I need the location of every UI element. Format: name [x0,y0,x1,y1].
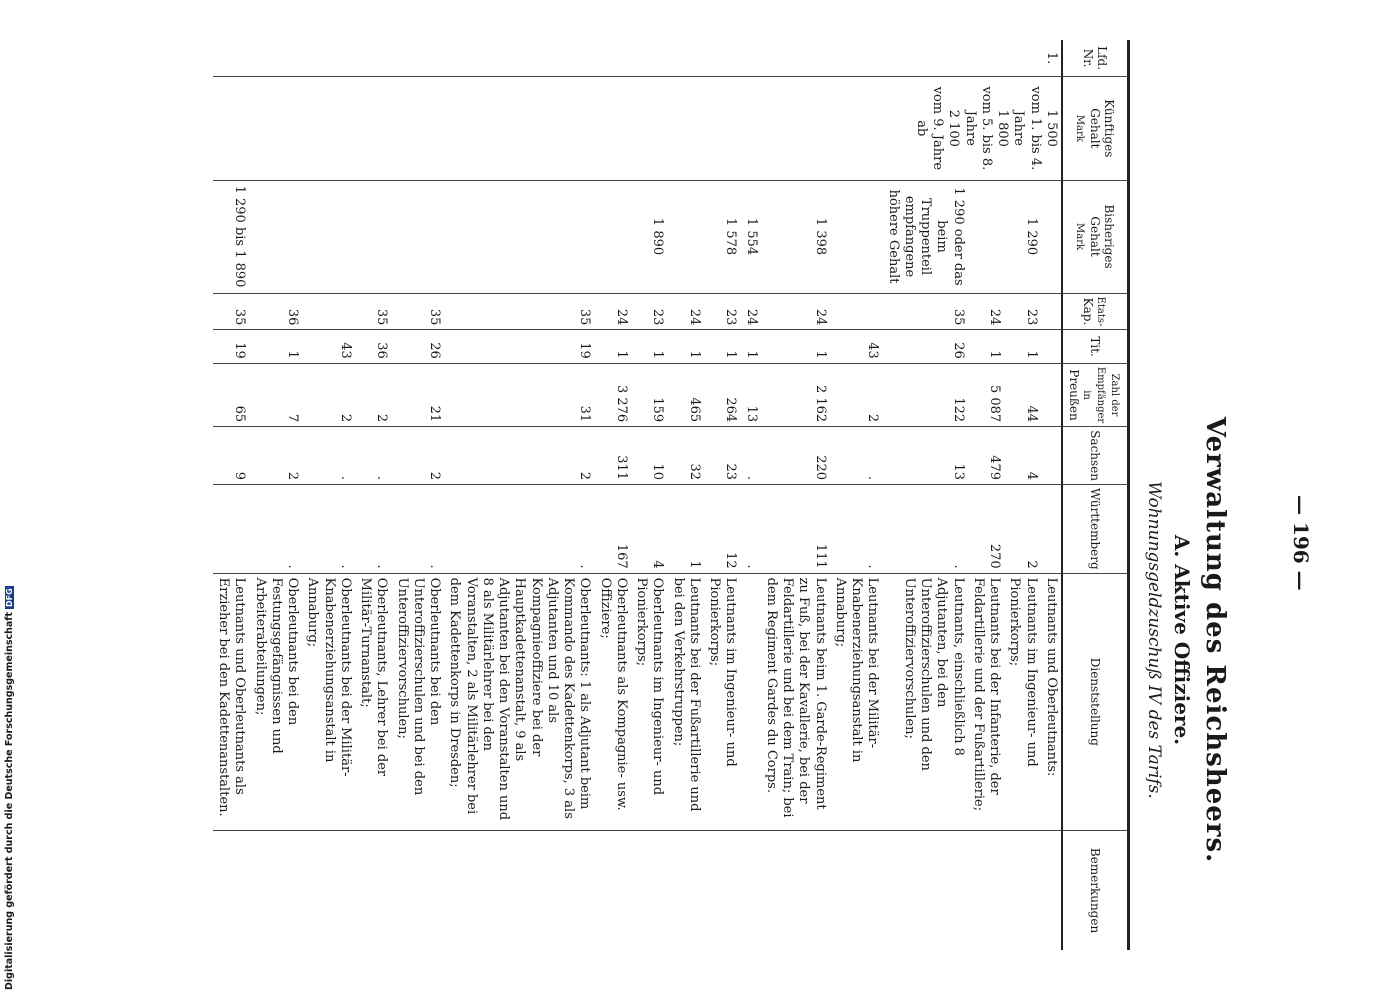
preussen-cell: 159 [631,363,668,426]
sachsen-cell: 4 [1004,427,1041,485]
wuerttemberg-cell: . [355,485,392,574]
bemerkungen-cell [392,831,445,950]
tit-cell: 1 [1004,330,1041,363]
dienststellung-cell: Leutnants beim 1. Garde-Regiment zu Fuß, bei der Kavallerie, bei der Feldartillerie und bei dem Train; bei dem Regiment Gardes du Corps. [761,573,830,830]
dienststellung-cell: Leutnants, einschließlich 8 Adjutanten, bei den Unteroffizierschulen und den Unteroffiziervorschulen; [883,573,968,830]
lfd-cell [595,40,632,77]
wuerttemberg-cell: . [883,485,968,574]
tit-cell: 26 [392,330,445,363]
bisheriges-cell [968,180,1005,293]
kap-cell: 35 [392,293,445,330]
header-kap: Etats- Kap. [1062,293,1129,330]
bisheriges-cell [830,180,883,293]
preussen-cell: 2 [830,363,883,426]
dienststellung-cell: Leutnants bei der Militär-Knabenerziehungsanstalt in Annaburg; [830,573,883,830]
sachsen-cell: 2 [250,427,303,485]
header-wuerttemberg: Württemberg [1062,485,1129,574]
lfd-cell [355,40,392,77]
document-sheet [70,40,1290,950]
wuerttemberg-cell: 167 [595,485,632,574]
header-bisheriges: Bisheriges Gehalt Mark [1062,180,1129,293]
bisheriges-cell: 1 398 [761,180,830,293]
bemerkungen-cell [1004,831,1041,950]
header-lfd: Lfd. Nr. [1062,40,1129,77]
bisheriges-cell: 1 290 oder das beim Truppenteil empfangene höhere Gehalt [883,180,968,293]
dienststellung-cell: Oberleutnants, Lehrer bei der Militär-Turnanstalt; [355,573,392,830]
bemerkungen-cell [213,831,250,950]
header-preussen: Zahl der Empfänger in Preußen [1062,363,1129,426]
dienststellung-cell: Leutnants bei der Infanterie, der Feldartillerie und der Fußartillerie; [968,573,1005,830]
table-row-section [1041,40,1062,950]
wuerttemberg-cell: . [444,485,594,574]
tit-cell: 1 [595,330,632,363]
preussen-cell: 122 [883,363,968,426]
table-body [213,40,1062,950]
dienststellung-cell [741,573,761,830]
dienststellung-cell: Oberleutnants bei der Militär-Knabenerziehungsanstalt in Annaburg; [302,573,355,830]
lfd-cell [830,40,883,77]
lfd-cell [968,40,1005,77]
bisheriges-cell [302,180,355,293]
sachsen-cell: 23 [704,427,741,485]
bemerkungen-cell [968,831,1005,950]
tit-cell: 1 [631,330,668,363]
lfd-cell [444,40,594,77]
tit-cell: 26 [883,330,968,363]
bisheriges-cell [668,180,705,293]
kap-cell: 23 [1004,293,1041,330]
kap-cell [302,293,355,330]
sachsen-cell: 9 [213,427,250,485]
kuenftiges-line: 1 800 [995,109,1011,147]
dienststellung-cell: Oberleutnants als Kompagnie- usw. Offiziere; [595,573,632,830]
preussen-cell: 264 [704,363,741,426]
tit-cell: 1 [968,330,1005,363]
bisheriges-cell: 1 578 [704,180,741,293]
dienststellung-cell: Oberleutnants bei den Unteroffizierschulen und bei den Unteroffiziervorschulen; [392,573,445,830]
sachsen-cell: 2 [444,427,594,485]
dienststellung-cell: Oberleutnants bei den Festungsgefängnissen und Arbeiterabteilungen; [250,573,303,830]
kap-cell: 35 [444,293,594,330]
kap-cell: 24 [761,293,830,330]
bisheriges-cell: 1 290 [1004,180,1041,293]
bisheriges-cell [250,180,303,293]
lfd-cell [302,40,355,77]
bemerkungen-cell [883,831,968,950]
preussen-cell: 2 [302,363,355,426]
tit-cell: 1 [704,330,741,363]
kuenftiges-line: 2 100 [946,109,962,147]
page-subsubtitle: Wohnungsgeldzuschuß IV des Tarifs. [1144,481,1164,799]
bisheriges-cell [392,180,445,293]
header-kuenftiges: Künftiges Gehalt Mark [1062,77,1129,180]
tit-cell: 19 [444,330,594,363]
bemerkungen-cell [595,831,632,950]
preussen-cell: 465 [668,363,705,426]
wuerttemberg-cell: . [741,485,761,574]
sachsen-cell: 10 [631,427,668,485]
bemerkungen-cell [761,831,830,950]
kap-cell: 24 [668,293,705,330]
lfd-cell [668,40,705,77]
preussen-cell: 2 [355,363,392,426]
bisheriges-cell: 1 290 bis 1 890 [213,180,250,293]
kap-cell: 35 [213,293,250,330]
tit-cell: 43 [302,330,355,363]
preussen-cell: 65 [213,363,250,426]
kuenftiges-cell [213,77,1062,180]
wuerttemberg-cell: . [302,485,355,574]
preussen-cell: 3 276 [595,363,632,426]
preussen-cell: 13 [741,363,761,426]
sachsen-cell: 311 [595,427,632,485]
sachsen-cell: . [741,427,761,485]
lfd-cell [741,40,761,77]
sachsen-cell: 2 [392,427,445,485]
page-title: Verwaltung des Reichsheers. [1200,416,1230,864]
kap-cell: 36 [250,293,303,330]
lfd-cell [631,40,668,77]
sachsen-cell: 220 [761,427,830,485]
wuerttemberg-cell: 270 [968,485,1005,574]
kuenftiges-line: vom 9. Jahre ab [914,86,946,171]
tit-cell: 1 [250,330,303,363]
lfd-cell [761,40,830,77]
preussen-cell: 21 [392,363,445,426]
lfd-cell [704,40,741,77]
bemerkungen-cell [250,831,303,950]
wuerttemberg-cell: 1 [668,485,705,574]
sachsen-cell: . [302,427,355,485]
wuerttemberg-cell: 111 [761,485,830,574]
wuerttemberg-cell: . [250,485,303,574]
salary-table [213,40,1130,950]
wuerttemberg-cell: 4 [631,485,668,574]
bisheriges-cell [444,180,594,293]
header-dienststellung: Dienststellung [1062,573,1129,830]
tit-cell: 1 [668,330,705,363]
wuerttemberg-cell: 12 [704,485,741,574]
bisheriges-cell: 1 890 [631,180,668,293]
dienststellung-cell: Oberleutnants: 1 als Adjutant beim Kommando des Kadettenkorps, 3 als Adjutanten und 10 als Kompagnieoffiziere bei der Hauptkadettenanstalt, 9 als Adjutanten bei den Voranstalten und 8 als Militärlehrer bei den Voranstalten, 2 als Militärlehrer bei dem Kadettenkorps in Dresden; [444,573,594,830]
tit-cell: 43 [830,330,883,363]
header-sachsen: Sachsen [1062,427,1129,485]
sideline [4,60,18,990]
kap-cell: 24 [595,293,632,330]
kap-cell [830,293,883,330]
sideline-text: Digitalisierung gefördert durch die Deutsche ForschungsgemeinschaftDFG [4,588,15,990]
dfg-logo: DFG [5,588,14,608]
bisheriges-cell: 1 554 [741,180,761,293]
preussen-cell: 31 [444,363,594,426]
kap-cell: 23 [631,293,668,330]
kap-cell: 24 [741,293,761,330]
page-number: — 196 — [1289,495,1313,591]
tit-cell: 19 [213,330,250,363]
tit-cell: 36 [355,330,392,363]
kap-cell: 35 [355,293,392,330]
bemerkungen-cell [355,831,392,950]
dienststellung-cell: Leutnants im Ingenieur- und Pionierkorps; [1004,573,1041,830]
bemerkungen-cell [444,831,594,950]
wuerttemberg-cell: . [830,485,883,574]
sachsen-cell: 32 [668,427,705,485]
lfd-cell: 1. [1041,40,1062,77]
lfd-cell [1004,40,1041,77]
kap-cell: 23 [704,293,741,330]
wuerttemberg-cell: . [392,485,445,574]
dienststellung-cell: Leutnants und Oberleutnants als Erzieher bei den Kadettenanstalten. [213,573,250,830]
sachsen-cell: . [355,427,392,485]
page-subtitle: A. Aktive Offiziere. [1170,534,1194,746]
wuerttemberg-cell [213,485,250,574]
dienststellung-cell: Leutnants bei der Fußartillerie und bei den Verkehrstruppen; [668,573,705,830]
title-block [1144,320,1230,960]
bemerkungen-cell [741,831,761,950]
bemerkungen-cell [704,831,741,950]
bisheriges-cell [355,180,392,293]
sachsen-cell: 479 [968,427,1005,485]
kuenftiges-line: vom 5. bis 8. Jahre [962,86,994,171]
bemerkungen-cell [631,831,668,950]
preussen-cell: 44 [1004,363,1041,426]
sachsen-cell: 13 [883,427,968,485]
lfd-cell [213,40,250,77]
bemerkungen-cell [830,831,883,950]
lfd-cell [883,40,968,77]
section-label: Leutnants und Oberleutnants: [1041,573,1062,830]
wuerttemberg-cell: 2 [1004,485,1041,574]
header-bemerkungen: Bemerkungen [1062,831,1129,950]
tit-cell: 1 [761,330,830,363]
preussen-cell: 5 087 [968,363,1005,426]
preussen-cell: 2 162 [761,363,830,426]
tit-cell: 1 [741,330,761,363]
kap-cell: 35 [883,293,968,330]
header-tit: Tit. [1062,330,1129,363]
kuenftiges-line: vom 1. bis 4. Jahre [1011,86,1043,171]
lfd-cell [250,40,303,77]
sachsen-cell: . [830,427,883,485]
bemerkungen-cell [668,831,705,950]
preussen-cell: 7 [250,363,303,426]
kuenftiges-line: 1 500 [1044,109,1059,147]
kap-cell: 24 [968,293,1005,330]
dienststellung-cell: Leutnants im Ingenieur- und Pionierkorps; [704,573,741,830]
dienststellung-cell: Oberleutnants im Ingenieur- und Pionierkorps; [631,573,668,830]
lfd-cell [392,40,445,77]
bemerkungen-cell [302,831,355,950]
bisheriges-cell [595,180,632,293]
